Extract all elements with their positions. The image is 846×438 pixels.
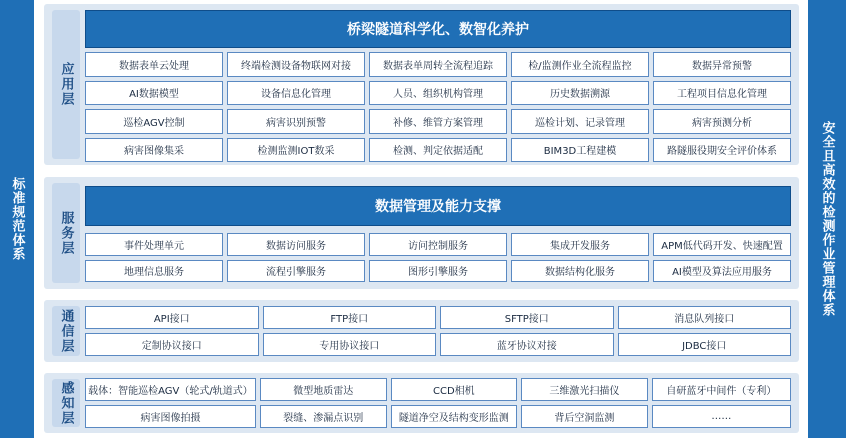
application-item: 数据表单周转全流程追踪 xyxy=(369,52,507,77)
application-grid xyxy=(85,52,791,162)
service-item: 事件处理单元 xyxy=(85,233,223,256)
perception-item: CCD相机 xyxy=(391,378,518,401)
application-layer-label: 应用层 xyxy=(52,10,80,159)
communication-item: 蓝牙协议对接 xyxy=(440,333,614,356)
communication-item: 专用协议接口 xyxy=(263,333,437,356)
communication-item: 定制协议接口 xyxy=(85,333,259,356)
application-item: 人员、组织机构管理 xyxy=(369,81,507,106)
perception-grid xyxy=(85,378,791,428)
perception-item: …… xyxy=(652,405,791,428)
perception-item: 病害图像拍摄 xyxy=(85,405,256,428)
service-title: 数据管理及能力支撑 xyxy=(85,186,791,226)
perception-layer xyxy=(44,373,799,433)
application-item: 数据表单云处理 xyxy=(85,52,223,77)
communication-item: JDBC接口 xyxy=(618,333,792,356)
perception-item: 背后空洞监测 xyxy=(521,405,648,428)
application-item: 工程项目信息化管理 xyxy=(653,81,791,106)
application-item: 巡检计划、记录管理 xyxy=(511,109,649,134)
right-side-bar xyxy=(808,0,846,438)
communication-grid xyxy=(85,306,791,356)
perception-item: 裂缝、渗漏点识别 xyxy=(260,405,387,428)
service-layer-label: 服务层 xyxy=(52,183,80,283)
service-item: 集成开发服务 xyxy=(511,233,649,256)
service-item: 数据访问服务 xyxy=(227,233,365,256)
service-item: AI模型及算法应用服务 xyxy=(653,260,791,283)
perception-item: 自研蓝牙中间件（专利） xyxy=(652,378,791,401)
application-item: 补修、维管方案管理 xyxy=(369,109,507,134)
perception-item: 隧道净空及结构变形监测 xyxy=(391,405,518,428)
service-grid xyxy=(85,233,791,282)
perception-item: 微型地质雷达 xyxy=(260,378,387,401)
application-item: 路隧服役期安全评价体系 xyxy=(653,138,791,163)
communication-item: SFTP接口 xyxy=(440,306,614,329)
application-item: 病害识别预警 xyxy=(227,109,365,134)
communication-item: FTP接口 xyxy=(263,306,437,329)
service-item: APM低代码开发、快速配置 xyxy=(653,233,791,256)
standards-system-label: 标准规范体系 xyxy=(9,177,25,261)
service-item: 数据结构化服务 xyxy=(511,260,649,283)
perception-item: 载体：智能巡检AGV（轮式/轨道式） xyxy=(85,378,256,401)
service-layer xyxy=(44,177,799,289)
application-title: 桥梁隧道科学化、数智化养护 xyxy=(85,10,791,48)
communication-layer-label: 通信层 xyxy=(52,306,80,356)
application-item: 病害预测分析 xyxy=(653,109,791,134)
left-side-bar xyxy=(0,0,34,438)
service-item: 访问控制服务 xyxy=(369,233,507,256)
application-item: 检测、判定依据适配 xyxy=(369,138,507,163)
application-item: 检测监测IOT数采 xyxy=(227,138,365,163)
application-layer xyxy=(44,4,799,165)
service-item: 图形引擎服务 xyxy=(369,260,507,283)
communication-item: API接口 xyxy=(85,306,259,329)
perception-layer-label: 感知层 xyxy=(52,379,80,427)
application-item: 终端检测设备物联网对接 xyxy=(227,52,365,77)
communication-item: 消息队列接口 xyxy=(618,306,792,329)
perception-item: 三维激光扫描仪 xyxy=(521,378,648,401)
application-item: 巡检AGV控制 xyxy=(85,109,223,134)
management-system-label: 安全且高效的检测作业管理体系 xyxy=(819,121,835,317)
application-item: 病害图像集采 xyxy=(85,138,223,163)
application-item: 检/监测作业全流程监控 xyxy=(511,52,649,77)
application-item: 历史数据溯源 xyxy=(511,81,649,106)
application-item: AI数据模型 xyxy=(85,81,223,106)
application-item: 设备信息化管理 xyxy=(227,81,365,106)
service-item: 流程引擎服务 xyxy=(227,260,365,283)
communication-layer xyxy=(44,300,799,362)
application-item: BIM3D工程建模 xyxy=(511,138,649,163)
service-item: 地理信息服务 xyxy=(85,260,223,283)
application-item: 数据异常预警 xyxy=(653,52,791,77)
